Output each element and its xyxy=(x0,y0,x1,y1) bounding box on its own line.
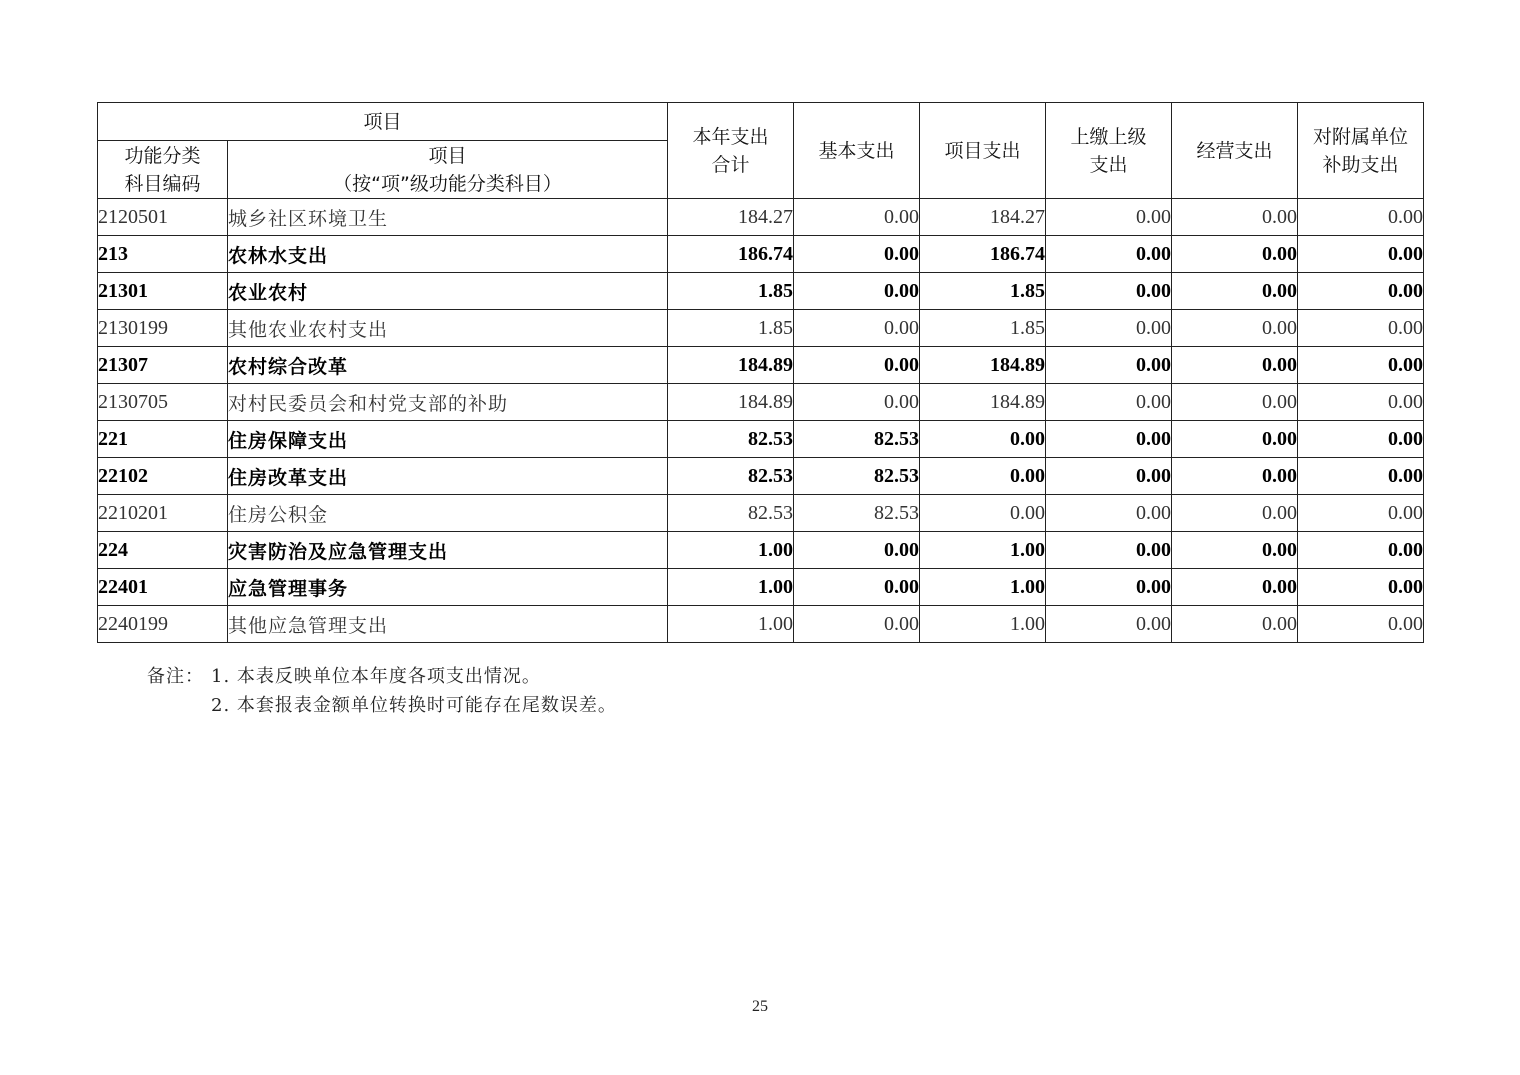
cell-project: 0.00 xyxy=(920,421,1046,458)
cell-code: 22401 xyxy=(98,569,228,606)
cell-basic: 0.00 xyxy=(794,199,920,236)
note-line xyxy=(147,691,617,720)
cell-subsidiary: 0.00 xyxy=(1298,199,1424,236)
cell-subsidiary: 0.00 xyxy=(1298,347,1424,384)
cell-code: 213 xyxy=(98,236,228,273)
cell-project: 1.00 xyxy=(920,606,1046,643)
cell-project: 0.00 xyxy=(920,458,1046,495)
header-item: 项目 （按“项”级功能分类科目） xyxy=(228,141,668,199)
table-row xyxy=(98,606,1424,643)
header-total: 本年支出 合计 xyxy=(668,103,794,199)
cell-name: 对村民委员会和村党支部的补助 xyxy=(228,384,668,421)
cell-total: 184.89 xyxy=(668,384,794,421)
cell-basic: 0.00 xyxy=(794,532,920,569)
cell-project: 1.85 xyxy=(920,273,1046,310)
cell-upper: 0.00 xyxy=(1046,606,1172,643)
cell-code: 22102 xyxy=(98,458,228,495)
cell-basic: 0.00 xyxy=(794,273,920,310)
header-code: 功能分类 科目编码 xyxy=(98,141,228,199)
notes-label: 备注： xyxy=(147,666,204,687)
cell-total: 82.53 xyxy=(668,421,794,458)
cell-basic: 0.00 xyxy=(794,347,920,384)
cell-code: 224 xyxy=(98,532,228,569)
cell-total: 184.27 xyxy=(668,199,794,236)
cell-basic: 82.53 xyxy=(794,421,920,458)
cell-total: 1.00 xyxy=(668,532,794,569)
cell-total: 82.53 xyxy=(668,495,794,532)
table-row xyxy=(98,310,1424,347)
cell-business: 0.00 xyxy=(1172,532,1298,569)
cell-subsidiary: 0.00 xyxy=(1298,236,1424,273)
cell-basic: 0.00 xyxy=(794,606,920,643)
cell-total: 82.53 xyxy=(668,458,794,495)
cell-upper: 0.00 xyxy=(1046,458,1172,495)
cell-upper: 0.00 xyxy=(1046,347,1172,384)
cell-basic: 0.00 xyxy=(794,569,920,606)
cell-total: 1.85 xyxy=(668,273,794,310)
cell-subsidiary: 0.00 xyxy=(1298,421,1424,458)
cell-name: 住房公积金 xyxy=(228,495,668,532)
cell-upper: 0.00 xyxy=(1046,532,1172,569)
cell-upper: 0.00 xyxy=(1046,421,1172,458)
cell-name: 住房保障支出 xyxy=(228,421,668,458)
cell-subsidiary: 0.00 xyxy=(1298,273,1424,310)
table-row xyxy=(98,273,1424,310)
expenditure-table xyxy=(97,102,1424,643)
cell-total: 1.00 xyxy=(668,606,794,643)
cell-code: 2120501 xyxy=(98,199,228,236)
cell-business: 0.00 xyxy=(1172,606,1298,643)
page-number: 25 xyxy=(752,998,768,1015)
cell-code: 2210201 xyxy=(98,495,228,532)
table-row xyxy=(98,199,1424,236)
cell-name: 农林水支出 xyxy=(228,236,668,273)
cell-code: 2130705 xyxy=(98,384,228,421)
cell-name: 农村综合改革 xyxy=(228,347,668,384)
cell-business: 0.00 xyxy=(1172,458,1298,495)
cell-total: 184.89 xyxy=(668,347,794,384)
cell-project: 184.89 xyxy=(920,384,1046,421)
cell-upper: 0.00 xyxy=(1046,199,1172,236)
cell-upper: 0.00 xyxy=(1046,236,1172,273)
header-project-group: 项目 xyxy=(98,103,668,141)
cell-name: 城乡社区环境卫生 xyxy=(228,199,668,236)
cell-subsidiary: 0.00 xyxy=(1298,310,1424,347)
table-row xyxy=(98,532,1424,569)
note-line xyxy=(147,662,617,691)
header-basic: 基本支出 xyxy=(794,103,920,199)
cell-subsidiary: 0.00 xyxy=(1298,458,1424,495)
table-row xyxy=(98,495,1424,532)
header-upper: 上缴上级 支出 xyxy=(1046,103,1172,199)
cell-total: 186.74 xyxy=(668,236,794,273)
table-body xyxy=(98,199,1424,643)
cell-upper: 0.00 xyxy=(1046,495,1172,532)
cell-business: 0.00 xyxy=(1172,421,1298,458)
table-row xyxy=(98,421,1424,458)
cell-name: 住房改革支出 xyxy=(228,458,668,495)
cell-total: 1.85 xyxy=(668,310,794,347)
table-row xyxy=(98,384,1424,421)
cell-project: 0.00 xyxy=(920,495,1046,532)
cell-upper: 0.00 xyxy=(1046,273,1172,310)
cell-project: 184.89 xyxy=(920,347,1046,384)
cell-basic: 0.00 xyxy=(794,236,920,273)
cell-total: 1.00 xyxy=(668,569,794,606)
cell-name: 灾害防治及应急管理支出 xyxy=(228,532,668,569)
cell-business: 0.00 xyxy=(1172,495,1298,532)
cell-code: 2240199 xyxy=(98,606,228,643)
cell-project: 1.00 xyxy=(920,569,1046,606)
note-item-2: 2. 本套报表金额单位转换时可能存在尾数误差。 xyxy=(211,695,617,716)
cell-project: 184.27 xyxy=(920,199,1046,236)
cell-code: 2130199 xyxy=(98,310,228,347)
cell-project: 1.85 xyxy=(920,310,1046,347)
cell-name: 应急管理事务 xyxy=(228,569,668,606)
cell-business: 0.00 xyxy=(1172,569,1298,606)
cell-subsidiary: 0.00 xyxy=(1298,532,1424,569)
cell-upper: 0.00 xyxy=(1046,310,1172,347)
cell-basic: 0.00 xyxy=(794,310,920,347)
header-project: 项目支出 xyxy=(920,103,1046,199)
cell-name: 其他农业农村支出 xyxy=(228,310,668,347)
table-row xyxy=(98,569,1424,606)
cell-subsidiary: 0.00 xyxy=(1298,495,1424,532)
cell-code: 21307 xyxy=(98,347,228,384)
table-row xyxy=(98,347,1424,384)
cell-code: 21301 xyxy=(98,273,228,310)
cell-business: 0.00 xyxy=(1172,273,1298,310)
cell-basic: 0.00 xyxy=(794,384,920,421)
table-row xyxy=(98,236,1424,273)
cell-business: 0.00 xyxy=(1172,384,1298,421)
cell-project: 1.00 xyxy=(920,532,1046,569)
cell-subsidiary: 0.00 xyxy=(1298,569,1424,606)
cell-subsidiary: 0.00 xyxy=(1298,606,1424,643)
cell-subsidiary: 0.00 xyxy=(1298,384,1424,421)
cell-project: 186.74 xyxy=(920,236,1046,273)
table-row xyxy=(98,458,1424,495)
cell-upper: 0.00 xyxy=(1046,569,1172,606)
cell-business: 0.00 xyxy=(1172,310,1298,347)
cell-business: 0.00 xyxy=(1172,199,1298,236)
note-item-1: 1. 本表反映单位本年度各项支出情况。 xyxy=(211,666,541,687)
cell-basic: 82.53 xyxy=(794,495,920,532)
cell-name: 其他应急管理支出 xyxy=(228,606,668,643)
cell-name: 农业农村 xyxy=(228,273,668,310)
cell-upper: 0.00 xyxy=(1046,384,1172,421)
cell-business: 0.00 xyxy=(1172,236,1298,273)
notes xyxy=(147,662,617,720)
header-subsidiary: 对附属单位 补助支出 xyxy=(1298,103,1424,199)
cell-business: 0.00 xyxy=(1172,347,1298,384)
cell-basic: 82.53 xyxy=(794,458,920,495)
header-business: 经营支出 xyxy=(1172,103,1298,199)
cell-code: 221 xyxy=(98,421,228,458)
